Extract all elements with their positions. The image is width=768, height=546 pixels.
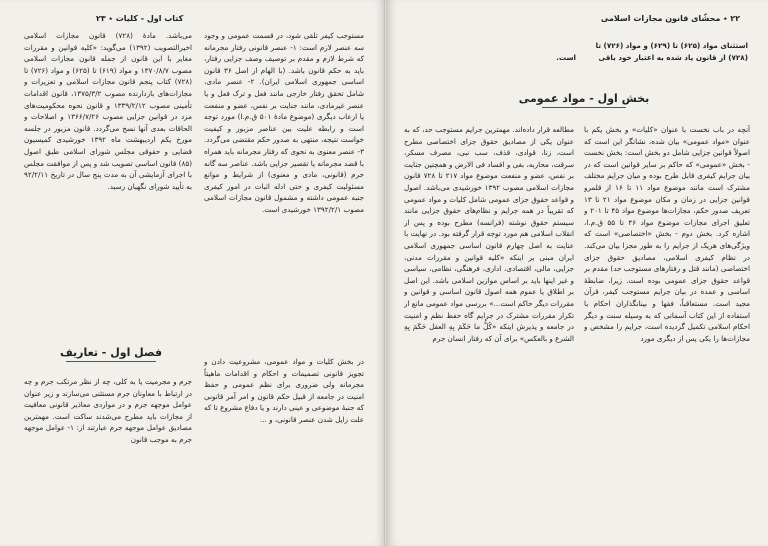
left-page-column-left	[24, 30, 192, 352]
left-page-bottom-left	[24, 376, 192, 536]
chapter-heading-text: فصل اول - تعاریف	[59, 346, 163, 359]
paragraph: جرم و مجرمیت یا به کلی، چه از نظر مرتکب جرم و چه در ارتباط با معاونان جرم مستثنی می‌سازند و زیر عنوان عوامل موجهه جرم و در مواردی معاذیر قانونی معافیت از مجازات باید مطرح می‌شدند ساکت است. مهمترین مصادیق عوامل موجهه جرم عبارتند از: ۱- عوامل موجهه جرم به موجب قانون	[24, 377, 192, 444]
paragraph: مستوجب کیفر تلقی شود، در قسمت عمومی و وجود سه عنصر لازم است: ۱- عنصر قانونی رفتار مجرمانه که شرط لازم و مقدم بر توصیف وصف جزایی رفتار، باید به حکم قانون باشد. (با الهام از اصل ۳۶ قانون اساسی جمهوری اسلامی ایران). ۲- عنصر مادی، شامل تحقق رفتار خارجی مانند فعل و ترک فعل و یا عنصر غیرمادی، مانند جنایت بر نفس، عضو و منفعت یا ارعاب دیگری (موضوع مادهٔ ۵۰۱ ق.م.ا) مورد توجه است و رابطه علیت بین عناصر مزبور و کیفیت خواست نتیجه، منتهی به صدور حکم مقتضی می‌گردد. ۳- عنصر معنوی به نحوی که رفتار مجرمانه باید همراه با قصد مجرمانه یا تقصیر جزایی باشد. عناصر سه گانه جرم (قانونی، مادی و معنوی) از شرایط و موانع مسئولیت کیفری و حتی ادله اثبات در امور کیفری جنبه عمومی داشته و مشمول قانون مجازات اسلامی مصوب ۱۳۹۲/۲/۱ خورشیدی است.	[204, 31, 364, 214]
right-page-column-left	[404, 124, 574, 534]
heading-underline	[542, 107, 626, 108]
left-page-bottom-right	[204, 356, 364, 536]
heading-underline	[66, 361, 156, 362]
right-page-header: ٢٢ ٭ محشّای قانون مجازات اسلامی	[600, 14, 740, 23]
paragraph: آنچه در باب نخست با عنوان «کلیات» و بخش یکم با عنوان «مواد عمومی» بیان شده، نشانگر این است که اصولاً قوانین جزایی شامل دو بخش است: بخش نخست - بخش «عمومی» که حاکم بر سایر قوانین است که در بیان جرایم کیفری قابل طرح بوده و میان جرایم مختلف مشترک است مانند موضوع مواد ۱۱ تا ۱۶ از قلمرو قوانین جزایی در زمان و مکان موضوع مواد ۲۱ تا ۱۳ تعریف صدور حکم، مجازات‌ها موضوع مواد ۴۵ تا ۲۰۱ و تعلیق اجرای مجازات موضوع مواد ۴۶ تا ۵۵ ق.م.ا، اشاره کرد. بخش دوم - بخش «اختصاصی» است که ویژگی‌های هریک از جرایم را به طور مجزا بیان می‌کند. در نظام کیفری اسلامی، مصادیق حقوق جزای اختصاصی (مانند قتل و رفتارهای مستوجب حد) مقدم بر قواعد حقوق جزای عمومی بوده است. زیرا، ضابطهٔ اساسی و عمده در بیان جرایم مستوجب کیفر، قرآن مجید است. مستعاقباً، فقها و بینانگذاران احکام با استفاده از این کتاب آسمانی که به وسیله سنت و دیگر احکام اسلامی تکمیل گردیده است، جرایم را مشخص و مجازات‌ها را یکی پس از دیگری مورد	[584, 125, 750, 343]
left-page-header: کتاب اول - کلیات ٭ ٢٣	[96, 14, 184, 23]
paragraph: در بخش کلیات و مواد عمومی، مشروعیت دادن و تجویز قانونی تصمیمات و احکام و اقدامات ماهیتاً مجرمانه ولی ضروری برای نظم عمومی و حفظ امنیت در جامعه از قبیل حکم قانون و امر آمر قانونی که جنبهٔ موضوعی و عینی دارند و یا دفاع مشروع تا که علت زایل شدن عنصر قانونی، و ...	[204, 357, 364, 424]
paragraph: مطالعه قرار داده‌اند. مهمترین جرایم مستوجب حد، که به عنوان یکی از مصادیق حقوق جزای اختصاصی مطرح است، زنا، قوادی، قذف، سب نبی، مصرف مسکر، سرقت، محاربه، بغی و افساد فی الارض و همچنین جنایت بر نفس، عضو و منفعت موضوع مواد ۲۱۷ تا ۷۲۸ قانون مجازات اسلامی مصوب ۱۳۹۲ خورشیدی می‌باشد. اصول و قواعد حقوق جزای عمومی شامل کلیات و مواد عمومی که تقریباً در همه جرایم و نظام‌های حقوق جزایی مانند سیستم حقوق نوشته (فرانسه) مطرح بوده و پس از انقلاب اسلامی هم مورد توجه قرار گرفته بود. در نهایت با عنایت به اصل چهارم قانون اساسی جمهوری اسلامی ایران مبنی بر اینکه «کلیه قوانین و مقررات مدنی، جزایی، مالی، اقتصادی، اداری، فرهنگی، نظامی، سیاسی و غیر اینها باید بر اساس موازین اسلامی باشد. این اصل بر اطلاق یا عموم همه اصول قانون اساسی و قوانین و مقررات دیگر حاکم است...» بررسی مواد عمومی مانع از تکرار مقررات مشترک در جرایم گاه حفظ نظم و امنیت در جامعه و پذیرش اینکه «کُلُّ ما حَکَمَ بِهِ العقل حَکَمَ بِهِ الشرع و بالعکس» برای آن که رفتار انسان جرم	[404, 125, 574, 343]
reference-note-end-text: است.	[556, 53, 576, 62]
section-heading-text: بخش اول - مواد عمومی	[518, 92, 650, 105]
reference-note-text: استثنای مواد (۶۲۵) تا (۶۲۹) و مواد (۷۲۶) تا (۷۲۸) از قانون یاد شده به اعتبار خود باقی	[595, 41, 748, 62]
section-heading	[514, 92, 654, 108]
right-page-column-right	[584, 124, 750, 534]
right-page	[386, 0, 768, 546]
reference-note-end	[536, 52, 576, 64]
paragraph: می‌باشد. مادهٔ (۷۲۸) قانون مجازات اسلامی اخیرالتصویب (۱۳۹۲) می‌گوید: «کلیه قوانین و مقررات مغایر با این قانون از جمله قانون مجازات اسلامی مصوب ۱۳۷۰/۸/۷ و مواد (۶۱۹) تا (۶۲۵) و مواد (۷۲۶) تا (۷۲۸) کتاب پنجم قانون مجازات اسلامی و تعزیرات و مجازات‌های بازدارنده مصوب ۱۳۷۵/۳/۲، قانون اقدامات تأمینی مصوب ۱۳۳۹/۲/۱۲ و قانون نحوه محکومیت‌های مزد در قوانین جزایی مصوب ۱۳۶۶/۷/۲۶ و اصلاحات و الحاقات بعدی آنها نسخ می‌گردد. قانون مزبور در جلسه مورخ یکم اردیبهشت ماه ۱۳۹۲ خورشیدی کمیسیون قضایی و حقوقی مجلس شورای اسلامی طبق اصول (۸۵) قانون اساسی تصویب شد و پس از موافقت مجلس با اجرای آزمایشی آن به مدت پنج سال در تاریخ ۹۲/۲/۱۱ به تأیید شورای نگهبان رسید.	[24, 31, 192, 191]
left-page-column-right	[204, 30, 364, 352]
chapter-heading	[36, 346, 186, 362]
reference-note	[582, 40, 748, 63]
